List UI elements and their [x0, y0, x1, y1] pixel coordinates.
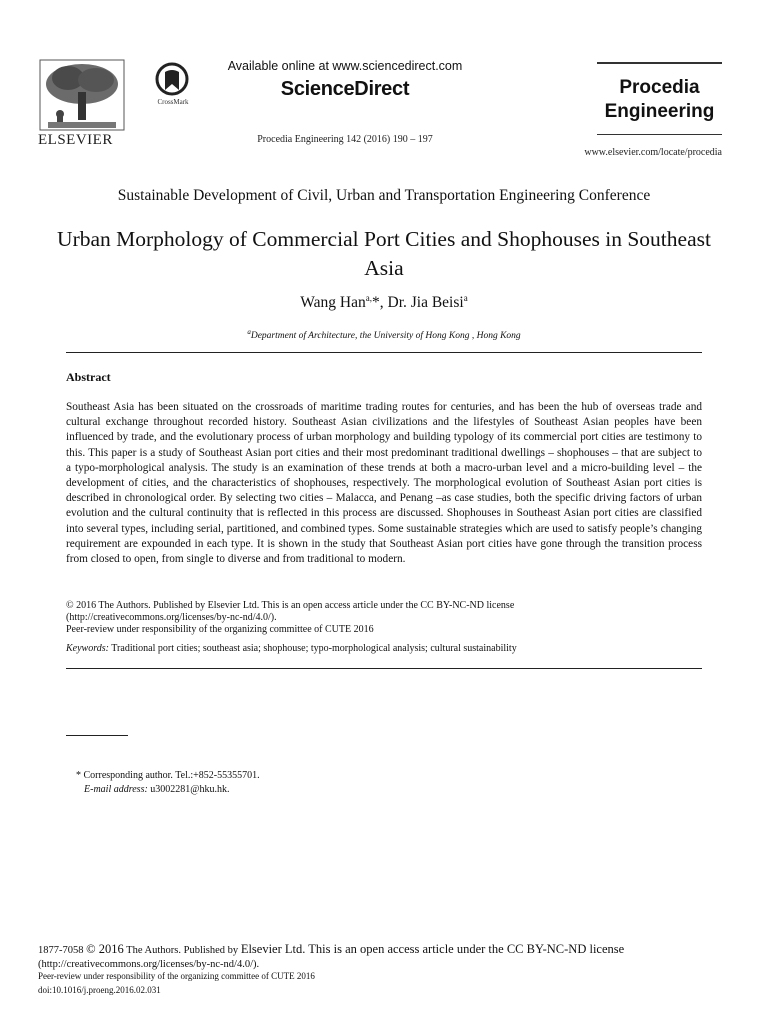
divider-top	[66, 352, 702, 353]
keywords	[66, 643, 702, 654]
article-title: Urban Morphology of Commercial Port Cities and Shophouses in Southeast Asia	[57, 227, 711, 280]
email-label: E-mail address:	[84, 784, 148, 795]
author-separator: ,	[379, 294, 388, 312]
email-address[interactable]: u3002281@hku.hk.	[147, 784, 230, 795]
available-online-text: Available online at www.sciencedirect.com	[227, 59, 463, 73]
crossmark-label: CrossMark	[157, 98, 189, 106]
license-line: © 2016 The Authors. Published by Elsevier Ltd. This is an open access article under the CC BY-NC-ND license	[66, 600, 515, 611]
footer-license-url-link[interactable]: (http://creativecommons.org/licenses/by-nc-nd/4.0/).	[38, 959, 260, 970]
license-url-link[interactable]: (http://creativecommons.org/licenses/by-nc-nd/4.0/).	[66, 612, 277, 624]
footer-peer-review: Peer-review under responsibility of the organizing committee of CUTE 2016	[38, 971, 315, 981]
affiliation-text: Department of Architecture, the University of Hong Kong , Hong Kong	[250, 331, 521, 342]
sciencedirect-brand[interactable]: ScienceDirect	[280, 78, 410, 100]
journal-name-line1: Procedia	[619, 77, 700, 98]
journal-name-bottom-rule	[597, 134, 722, 135]
corresponding-author-note: * Corresponding author. Tel.:+852-55355701.	[76, 770, 260, 781]
journal-name	[597, 76, 722, 124]
affiliation	[0, 328, 768, 341]
keywords-label: Keywords:	[66, 643, 109, 654]
journal-citation: Procedia Engineering 142 (2016) 190 – 197	[257, 134, 433, 145]
abstract-heading: Abstract	[66, 370, 111, 384]
publisher-name-footer: Elsevier Ltd	[240, 942, 303, 956]
affiliation-marker: a	[247, 328, 251, 336]
issn: 1877-7058	[38, 945, 87, 956]
footer-copyright	[38, 942, 738, 972]
affiliation-marker: a	[463, 293, 468, 303]
keywords-list: Traditional port cities; southeast asia; shophouse; typo-morphological analysis; cultural sustainability	[108, 643, 517, 654]
publisher-name: ELSEVIER	[38, 132, 113, 148]
email-note	[84, 784, 230, 795]
doi[interactable]: doi:10.1016/j.proeng.2016.02.031	[38, 985, 161, 995]
abstract-body: Southeast Asia has been situated on the crossroads of maritime trading routes for centuries, and has been the hub of overseas trade and cultural exchange throughout recorded history. Southeast Asian civilizations and the lifestyles of Southeast Asian peoples have been influenced by trade, and the evolutionary process of urban morphology and building typology of its commercial port cities are testimony to this. This paper is a study of Southeast Asian port cities and their most predominant traditional dwellings – shophouses – that are subject to a typo-morphological analysis. The study is an examination of these trends at both a macro-urban level and a micro-building level – the development of cities, and the characteristics of shophouses, respectively. The morphological evolution of Southeast Asian port cities is described in chronological order. By selecting two cities – Malacca, and Penang –as case studies, both the specific driving factors of urban evolution and the cultural continuity that is reflected in this process are discussed. Shophouses in Southeast Asian port cities are classified into several types, including serial, partitioned, and combined types. Some sustainable strategies which are used to satisfy people’s changing requirement are expounded in each type. It is shown in the study that Southeast Asian port cities have gone through the transition process from closed to open, from single to diverse and from traditional to modern.	[66, 401, 702, 566]
license-text: . This is an open access article under the CC BY-NC-ND license	[302, 942, 625, 956]
author-list	[0, 293, 768, 312]
journal-url-link[interactable]: www.elsevier.com/locate/procedia	[584, 147, 722, 158]
copyright-year: © 2016	[86, 942, 124, 956]
divider-bottom	[66, 668, 702, 669]
affiliation-marker: a,	[365, 293, 372, 303]
journal-name-line2: Engineering	[604, 101, 715, 122]
author-name: Dr. Jia Beisi	[387, 294, 464, 312]
corresponding-marker: *	[372, 294, 380, 312]
journal-name-top-rule	[597, 62, 722, 64]
copyright-text: The Authors. Published by	[123, 945, 241, 956]
conference-name: Sustainable Development of Civil, Urban and Transportation Engineering Conference	[117, 187, 651, 204]
author-name: Wang Han	[300, 294, 366, 312]
peer-review-statement: Peer-review under responsibility of the organizing committee of CUTE 2016	[66, 624, 374, 635]
footnote-rule	[66, 735, 128, 736]
license-statement	[66, 600, 702, 625]
